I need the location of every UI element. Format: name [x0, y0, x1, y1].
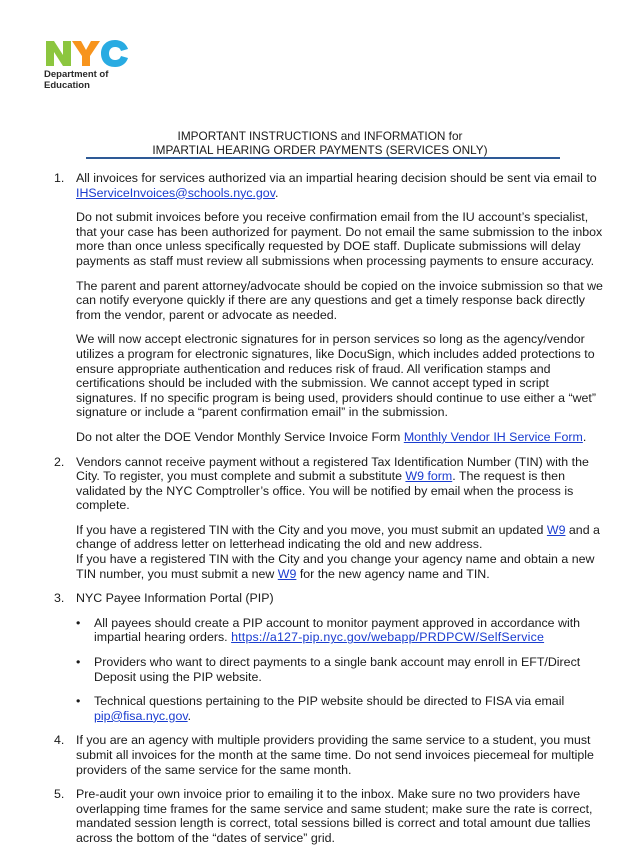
w9-link-update[interactable]: W9 — [546, 522, 566, 537]
bullet-2-text: Providers who want to direct payments to a single bank account may enroll in EFT/Direct Deposit using the PIP website. — [94, 655, 581, 684]
punctuation: . — [274, 185, 279, 200]
item-2-move-text-cont: and a change of address letter on letterhead indicating the old and new address. — [76, 522, 600, 552]
item-1-paragraph-4: We will now accept electronic signatures for in person services so long as the agency/vendor utilizes a program for electronic signatures, like DocuSign, which includes added protections to ensure appropriate authentication and reduces risk of fraud. All verification stamps and certifications should be included with the submission. We cannot accept typed in script signatures. If no specific program is being used, providers should continue to use either a “wet” signature or include a “parent confirmation email” in the submission. — [76, 332, 596, 420]
invoice-email-link[interactable]: IHServiceInvoices@schools.nyc.gov — [76, 185, 275, 200]
item-number: 5. — [54, 787, 65, 802]
logo-letter-n — [46, 41, 71, 66]
bullet-icon: • — [76, 615, 81, 630]
item-1-paragraph-3: The parent and parent attorney/advocate should be copied on the invoice submission so that we can notify everyone quickly if there are any questions and get a timely response back directly from the vendor, parent or advocate as needed. — [76, 278, 603, 322]
item-2-text-cont: . The request is then validated by the NYC Comptroller’s office. You will be notified by email when the process is complete. — [76, 469, 574, 513]
item-2-rename-text: If you have a registered TIN with the City and you change your agency name and obtain a new TIN number, you must submit a new — [76, 552, 595, 581]
instruction-item-4 — [54, 733, 606, 777]
item-2-paragraph-1 — [76, 455, 606, 513]
pip-bullet-3 — [54, 694, 606, 723]
punctuation: . — [187, 708, 192, 723]
item-4-paragraph: If you are an agency with multiple providers providing the same service to a student, you must submit all invoices for the month at the same time. Do not send invoices piecemeal for multiple providers of the same service for the same month. — [76, 733, 594, 777]
bullet-icon: • — [76, 694, 81, 709]
dept-line-1: Department of — [44, 69, 109, 80]
logo-letter-y — [72, 41, 100, 66]
pip-portal-link[interactable]: https://a127-pip.nyc.gov/webapp/PRDPCW/SelfService — [231, 630, 545, 645]
item-number: 1. — [54, 171, 65, 185]
w9-form-link[interactable]: W9 form — [405, 469, 453, 484]
title-line-1: IMPORTANT INSTRUCTIONS and INFORMATION for — [177, 129, 463, 143]
logo-letter-c — [101, 40, 128, 67]
w9-link-new[interactable]: W9 — [277, 566, 297, 581]
instructions-list — [54, 171, 606, 856]
nyc-doe-logo — [44, 38, 134, 91]
item-1-paragraph-1 — [76, 171, 606, 200]
title-line-2: IMPARTIAL HEARING ORDER PAYMENTS (SERVICES ONLY) — [152, 143, 488, 157]
bullet-1-text: All payees should create a PIP account to monitor payment approved in accordance with impartial hearing orders. — [94, 615, 581, 645]
title-rule — [86, 157, 560, 159]
item-1-paragraph-5 — [76, 430, 606, 445]
item-2-rename-text-cont: for the new agency name and TIN. — [296, 566, 490, 581]
instruction-item-3 — [54, 591, 606, 606]
dept-line-2: Education — [44, 79, 90, 91]
bullet-3-text: Technical questions pertaining to the PIP website should be directed to FISA via email — [94, 694, 565, 709]
department-label — [44, 70, 134, 91]
item-1-paragraph-2: Do not submit invoices before you receive confirmation email from the IU account’s specialist, that your case has been authorized for payment. Do not email the same submission to the inbox more than once unless specifically requested by DOE staff. Duplicate submissions will delay payments as staff must review all submissions when processing payments to ensure accuracy. — [76, 210, 603, 268]
item-2-paragraph-2 — [76, 523, 606, 581]
monthly-vendor-form-link[interactable]: Monthly Vendor IH Service Form — [403, 429, 583, 444]
item-number: 4. — [54, 733, 65, 748]
item-2-move-text: If you have a registered TIN with the City and you move, you must submit an updated — [76, 522, 547, 537]
fisa-email-link[interactable]: pip@fisa.nyc.gov — [94, 708, 188, 723]
instruction-item-1 — [54, 171, 606, 445]
instruction-item-5 — [54, 787, 606, 845]
pip-bullet-2 — [54, 655, 606, 684]
pip-bullet-1 — [54, 616, 606, 645]
bullet-icon: • — [76, 655, 81, 670]
instruction-item-2 — [54, 455, 606, 582]
item-2-text: Vendors cannot receive payment without a registered Tax Identification Number (TIN) with the City. To register, you must complete and submit a substitute — [76, 454, 589, 484]
item-1-text: All invoices for services authorized via an impartial hearing decision should be sent via email to — [76, 171, 597, 185]
punctuation: . — [582, 429, 587, 444]
nyc-logo-mark — [44, 38, 130, 68]
item-number: 2. — [54, 454, 65, 469]
item-1-form-text: Do not alter the DOE Vendor Monthly Service Invoice Form — [76, 429, 404, 444]
item-number: 3. — [54, 591, 65, 606]
document-title — [150, 129, 490, 157]
item-3-heading: NYC Payee Information Portal (PIP) — [76, 591, 274, 606]
item-5-paragraph: Pre-audit your own invoice prior to emailing it to the inbox. Make sure no two providers have overlapping time frames for the same service and same student; make sure the rate is correct, mandated session length is correct, total sessions billed is correct and total amount due tallies across the bottom of the “dates of service” grid. — [76, 787, 593, 845]
